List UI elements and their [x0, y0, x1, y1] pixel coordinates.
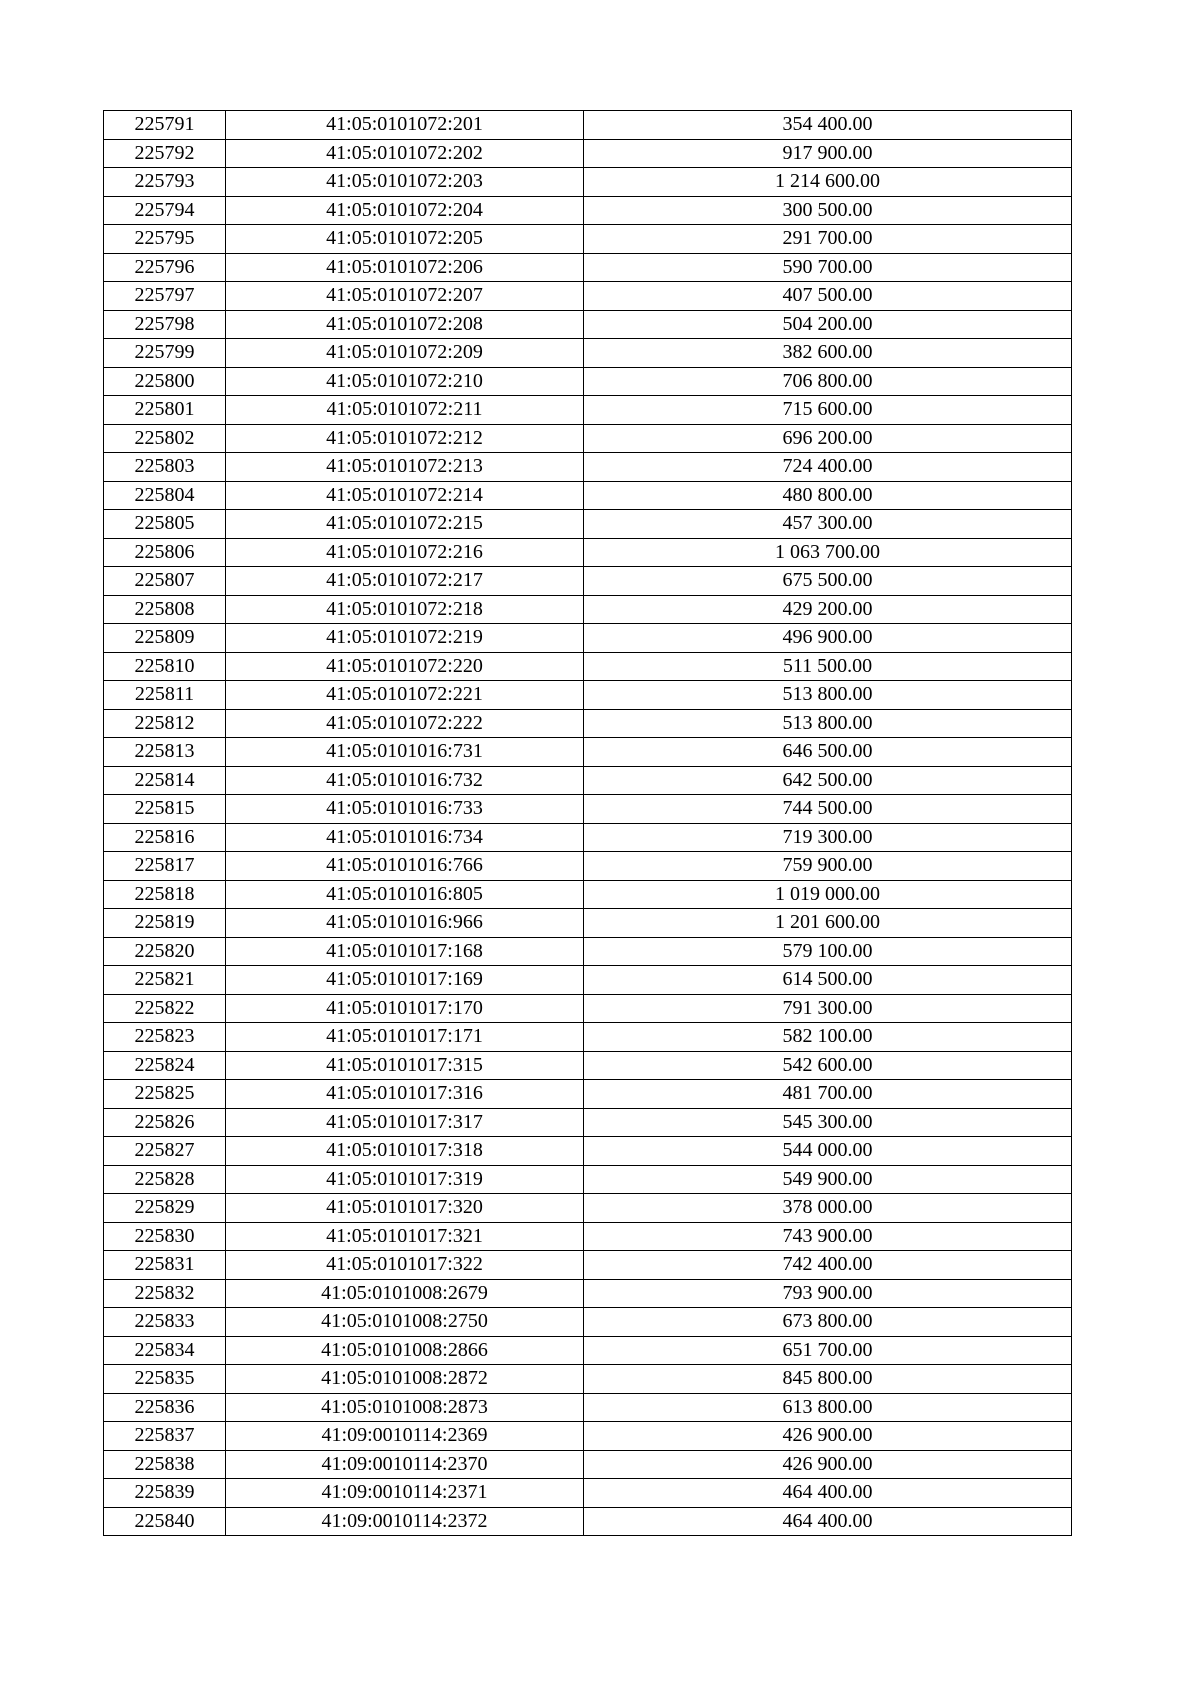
- cadastral-value-cell: 845 800.00: [584, 1365, 1072, 1394]
- cadastral-value-cell: 613 800.00: [584, 1393, 1072, 1422]
- cadastral-number-cell: 41:05:0101072:217: [226, 567, 584, 596]
- row-number-cell: 225836: [104, 1393, 226, 1422]
- cadastral-value-cell: 759 900.00: [584, 852, 1072, 881]
- row-number-cell: 225818: [104, 880, 226, 909]
- row-number-cell: 225797: [104, 282, 226, 311]
- row-number-cell: 225815: [104, 795, 226, 824]
- cadastral-number-cell: 41:05:0101072:201: [226, 111, 584, 140]
- table-body: [104, 111, 1072, 1536]
- cadastral-value-cell: 426 900.00: [584, 1422, 1072, 1451]
- cadastral-number-cell: 41:09:0010114:2372: [226, 1507, 584, 1536]
- table-row: [104, 709, 1072, 738]
- table-row: [104, 937, 1072, 966]
- cadastral-number-cell: 41:05:0101016:805: [226, 880, 584, 909]
- row-number-cell: 225793: [104, 168, 226, 197]
- row-number-cell: 225828: [104, 1165, 226, 1194]
- table-row: [104, 396, 1072, 425]
- cadastral-number-cell: 41:05:0101072:206: [226, 253, 584, 282]
- cadastral-number-cell: 41:05:0101072:213: [226, 453, 584, 482]
- table-row: [104, 1080, 1072, 1109]
- row-number-cell: 225834: [104, 1336, 226, 1365]
- cadastral-number-cell: 41:05:0101072:207: [226, 282, 584, 311]
- cadastral-number-cell: 41:05:0101016:734: [226, 823, 584, 852]
- table-row: [104, 795, 1072, 824]
- row-number-cell: 225838: [104, 1450, 226, 1479]
- row-number-cell: 225806: [104, 538, 226, 567]
- row-number-cell: 225822: [104, 994, 226, 1023]
- cadastral-value-cell: 382 600.00: [584, 339, 1072, 368]
- table-row: [104, 1023, 1072, 1052]
- cadastral-number-cell: 41:05:0101016:732: [226, 766, 584, 795]
- cadastral-number-cell: 41:05:0101072:210: [226, 367, 584, 396]
- table-row: [104, 738, 1072, 767]
- table-row: [104, 909, 1072, 938]
- cadastral-number-cell: 41:05:0101008:2872: [226, 1365, 584, 1394]
- table-row: [104, 1194, 1072, 1223]
- table-row: [104, 1336, 1072, 1365]
- table-row: [104, 1165, 1072, 1194]
- cadastral-value-cell: 464 400.00: [584, 1479, 1072, 1508]
- table-row: [104, 880, 1072, 909]
- cadastral-value-cell: 651 700.00: [584, 1336, 1072, 1365]
- cadastral-value-cell: 793 900.00: [584, 1279, 1072, 1308]
- cadastral-value-cell: 715 600.00: [584, 396, 1072, 425]
- table-row: [104, 766, 1072, 795]
- row-number-cell: 225832: [104, 1279, 226, 1308]
- row-number-cell: 225829: [104, 1194, 226, 1223]
- cadastral-value-cell: 673 800.00: [584, 1308, 1072, 1337]
- table-row: [104, 453, 1072, 482]
- cadastral-value-cell: 513 800.00: [584, 709, 1072, 738]
- cadastral-value-cell: 646 500.00: [584, 738, 1072, 767]
- row-number-cell: 225799: [104, 339, 226, 368]
- cadastral-number-cell: 41:05:0101016:731: [226, 738, 584, 767]
- cadastral-number-cell: 41:05:0101017:169: [226, 966, 584, 995]
- table-row: [104, 111, 1072, 140]
- table-row: [104, 652, 1072, 681]
- row-number-cell: 225794: [104, 196, 226, 225]
- row-number-cell: 225804: [104, 481, 226, 510]
- table-row: [104, 538, 1072, 567]
- cadastral-value-cell: 642 500.00: [584, 766, 1072, 795]
- row-number-cell: 225814: [104, 766, 226, 795]
- row-number-cell: 225821: [104, 966, 226, 995]
- table-row: [104, 1137, 1072, 1166]
- cadastral-number-cell: 41:05:0101072:212: [226, 424, 584, 453]
- row-number-cell: 225812: [104, 709, 226, 738]
- cadastral-value-cell: 696 200.00: [584, 424, 1072, 453]
- cadastral-value-cell: 354 400.00: [584, 111, 1072, 140]
- table-row: [104, 310, 1072, 339]
- row-number-cell: 225831: [104, 1251, 226, 1280]
- table-row: [104, 1222, 1072, 1251]
- cadastral-value-cell: 457 300.00: [584, 510, 1072, 539]
- cadastral-number-cell: 41:05:0101008:2866: [226, 1336, 584, 1365]
- cadastral-value-cell: 1 063 700.00: [584, 538, 1072, 567]
- row-number-cell: 225801: [104, 396, 226, 425]
- row-number-cell: 225813: [104, 738, 226, 767]
- cadastral-value-cell: 742 400.00: [584, 1251, 1072, 1280]
- cadastral-value-cell: 407 500.00: [584, 282, 1072, 311]
- cadastral-value-cell: 426 900.00: [584, 1450, 1072, 1479]
- cadastral-number-cell: 41:05:0101016:966: [226, 909, 584, 938]
- cadastral-number-cell: 41:09:0010114:2371: [226, 1479, 584, 1508]
- cadastral-number-cell: 41:05:0101072:220: [226, 652, 584, 681]
- row-number-cell: 225840: [104, 1507, 226, 1536]
- row-number-cell: 225807: [104, 567, 226, 596]
- table-row: [104, 168, 1072, 197]
- row-number-cell: 225798: [104, 310, 226, 339]
- cadastral-value-cell: 590 700.00: [584, 253, 1072, 282]
- row-number-cell: 225835: [104, 1365, 226, 1394]
- cadastral-number-cell: 41:05:0101072:222: [226, 709, 584, 738]
- table-row: [104, 567, 1072, 596]
- cadastral-number-cell: 41:05:0101017:319: [226, 1165, 584, 1194]
- row-number-cell: 225817: [104, 852, 226, 881]
- row-number-cell: 225833: [104, 1308, 226, 1337]
- table-row: [104, 1308, 1072, 1337]
- cadastral-number-cell: 41:05:0101072:208: [226, 310, 584, 339]
- table-row: [104, 225, 1072, 254]
- table-row: [104, 1450, 1072, 1479]
- cadastral-value-cell: 917 900.00: [584, 139, 1072, 168]
- cadastral-number-cell: 41:09:0010114:2370: [226, 1450, 584, 1479]
- table-row: [104, 1479, 1072, 1508]
- row-number-cell: 225823: [104, 1023, 226, 1052]
- cadastral-value-cell: 1 214 600.00: [584, 168, 1072, 197]
- row-number-cell: 225837: [104, 1422, 226, 1451]
- row-number-cell: 225802: [104, 424, 226, 453]
- cadastral-value-cell: 378 000.00: [584, 1194, 1072, 1223]
- cadastral-value-cell: 480 800.00: [584, 481, 1072, 510]
- cadastral-value-cell: 504 200.00: [584, 310, 1072, 339]
- cadastral-value-cell: 542 600.00: [584, 1051, 1072, 1080]
- cadastral-value-cell: 579 100.00: [584, 937, 1072, 966]
- cadastral-number-cell: 41:05:0101072:219: [226, 624, 584, 653]
- table-row: [104, 339, 1072, 368]
- cadastral-number-cell: 41:05:0101072:203: [226, 168, 584, 197]
- row-number-cell: 225830: [104, 1222, 226, 1251]
- cadastral-value-cell: 549 900.00: [584, 1165, 1072, 1194]
- cadastral-number-cell: 41:05:0101017:316: [226, 1080, 584, 1109]
- cadastral-number-cell: 41:05:0101072:215: [226, 510, 584, 539]
- row-number-cell: 225795: [104, 225, 226, 254]
- cadastral-value-cell: 496 900.00: [584, 624, 1072, 653]
- table-row: [104, 253, 1072, 282]
- row-number-cell: 225839: [104, 1479, 226, 1508]
- cadastral-number-cell: 41:05:0101008:2750: [226, 1308, 584, 1337]
- row-number-cell: 225819: [104, 909, 226, 938]
- cadastral-value-cell: 429 200.00: [584, 595, 1072, 624]
- cadastral-value-cell: 464 400.00: [584, 1507, 1072, 1536]
- cadastral-number-cell: 41:05:0101072:205: [226, 225, 584, 254]
- table-row: [104, 1108, 1072, 1137]
- cadastral-number-cell: 41:05:0101017:170: [226, 994, 584, 1023]
- table-row: [104, 196, 1072, 225]
- cadastral-number-cell: 41:05:0101017:171: [226, 1023, 584, 1052]
- row-number-cell: 225803: [104, 453, 226, 482]
- cadastral-number-cell: 41:05:0101017:321: [226, 1222, 584, 1251]
- cadastral-number-cell: 41:09:0010114:2369: [226, 1422, 584, 1451]
- table-row: [104, 282, 1072, 311]
- table-row: [104, 681, 1072, 710]
- cadastral-value-cell: 675 500.00: [584, 567, 1072, 596]
- cadastral-value-cell: 545 300.00: [584, 1108, 1072, 1137]
- table-row: [104, 510, 1072, 539]
- cadastral-number-cell: 41:05:0101072:209: [226, 339, 584, 368]
- row-number-cell: 225816: [104, 823, 226, 852]
- table-row: [104, 1279, 1072, 1308]
- cadastral-value-cell: 706 800.00: [584, 367, 1072, 396]
- row-number-cell: 225827: [104, 1137, 226, 1166]
- row-number-cell: 225791: [104, 111, 226, 140]
- cadastral-number-cell: 41:05:0101072:214: [226, 481, 584, 510]
- cadastral-number-cell: 41:05:0101072:216: [226, 538, 584, 567]
- table-row: [104, 624, 1072, 653]
- row-number-cell: 225808: [104, 595, 226, 624]
- cadastral-value-cell: 300 500.00: [584, 196, 1072, 225]
- table-row: [104, 823, 1072, 852]
- cadastral-number-cell: 41:05:0101008:2679: [226, 1279, 584, 1308]
- table-row: [104, 852, 1072, 881]
- row-number-cell: 225792: [104, 139, 226, 168]
- row-number-cell: 225809: [104, 624, 226, 653]
- table-row: [104, 1051, 1072, 1080]
- cadastral-value-cell: 614 500.00: [584, 966, 1072, 995]
- cadastral-number-cell: 41:05:0101072:204: [226, 196, 584, 225]
- cadastral-value-cell: 719 300.00: [584, 823, 1072, 852]
- table-row: [104, 1251, 1072, 1280]
- table-row: [104, 1507, 1072, 1536]
- cadastral-value-cell: 481 700.00: [584, 1080, 1072, 1109]
- table-row: [104, 1393, 1072, 1422]
- table-row: [104, 139, 1072, 168]
- row-number-cell: 225800: [104, 367, 226, 396]
- cadastral-value-cell: 544 000.00: [584, 1137, 1072, 1166]
- cadastral-number-cell: 41:05:0101072:218: [226, 595, 584, 624]
- cadastral-value-cell: 291 700.00: [584, 225, 1072, 254]
- cadastral-value-cell: 1 019 000.00: [584, 880, 1072, 909]
- table-row: [104, 595, 1072, 624]
- cadastral-value-cell: 513 800.00: [584, 681, 1072, 710]
- cadastral-number-cell: 41:05:0101017:320: [226, 1194, 584, 1223]
- table-row: [104, 367, 1072, 396]
- table-row: [104, 1422, 1072, 1451]
- table-row: [104, 994, 1072, 1023]
- cadastral-value-cell: 744 500.00: [584, 795, 1072, 824]
- cadastral-value-cell: 743 900.00: [584, 1222, 1072, 1251]
- cadastral-value-table: [103, 110, 1072, 1536]
- table-row: [104, 1365, 1072, 1394]
- row-number-cell: 225796: [104, 253, 226, 282]
- row-number-cell: 225820: [104, 937, 226, 966]
- cadastral-number-cell: 41:05:0101017:168: [226, 937, 584, 966]
- cadastral-value-cell: 724 400.00: [584, 453, 1072, 482]
- cadastral-number-cell: 41:05:0101017:322: [226, 1251, 584, 1280]
- row-number-cell: 225805: [104, 510, 226, 539]
- cadastral-number-cell: 41:05:0101072:211: [226, 396, 584, 425]
- cadastral-number-cell: 41:05:0101008:2873: [226, 1393, 584, 1422]
- row-number-cell: 225824: [104, 1051, 226, 1080]
- table-row: [104, 424, 1072, 453]
- row-number-cell: 225826: [104, 1108, 226, 1137]
- cadastral-value-cell: 791 300.00: [584, 994, 1072, 1023]
- row-number-cell: 225825: [104, 1080, 226, 1109]
- cadastral-number-cell: 41:05:0101017:317: [226, 1108, 584, 1137]
- row-number-cell: 225810: [104, 652, 226, 681]
- table-row: [104, 481, 1072, 510]
- cadastral-number-cell: 41:05:0101017:318: [226, 1137, 584, 1166]
- cadastral-number-cell: 41:05:0101072:202: [226, 139, 584, 168]
- cadastral-number-cell: 41:05:0101072:221: [226, 681, 584, 710]
- cadastral-number-cell: 41:05:0101017:315: [226, 1051, 584, 1080]
- cadastral-number-cell: 41:05:0101016:766: [226, 852, 584, 881]
- cadastral-value-cell: 511 500.00: [584, 652, 1072, 681]
- cadastral-value-cell: 582 100.00: [584, 1023, 1072, 1052]
- cadastral-number-cell: 41:05:0101016:733: [226, 795, 584, 824]
- table-row: [104, 966, 1072, 995]
- cadastral-value-cell: 1 201 600.00: [584, 909, 1072, 938]
- row-number-cell: 225811: [104, 681, 226, 710]
